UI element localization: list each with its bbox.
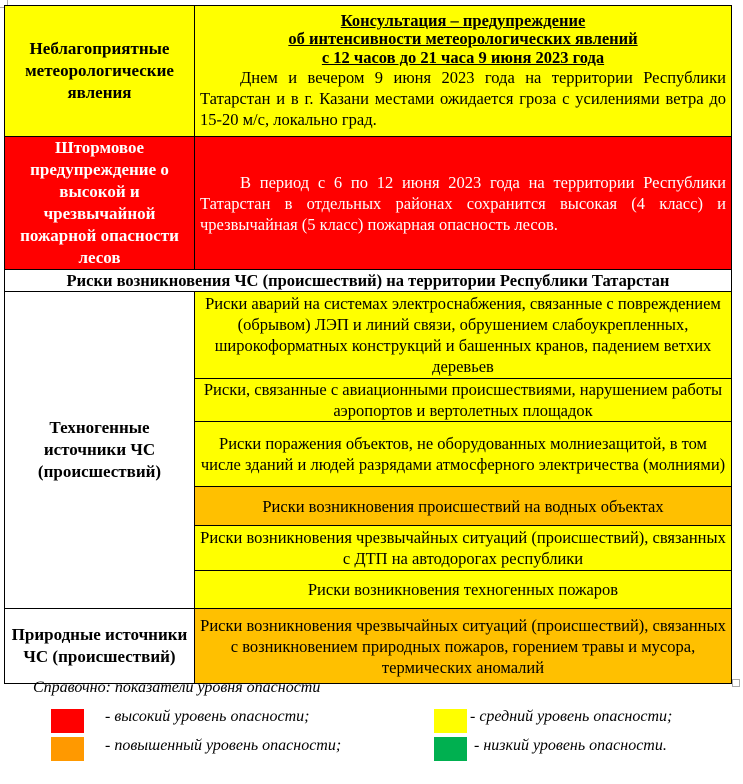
legend-text-medium: - средний уровень опасности;	[470, 708, 673, 725]
legend-swatch-low	[434, 737, 467, 761]
meteo-content	[195, 6, 732, 137]
legend-swatch-high	[51, 709, 84, 733]
legend-swatch-medium	[434, 709, 467, 733]
risk-technogenic-fires: Риски возникновения техногенных пожаров	[195, 571, 732, 609]
consult-title-line: об интенсивности метеорологических явлений	[288, 29, 638, 49]
section-header-row	[5, 270, 732, 292]
risk-power-grid: Риски аварий на системах электроснабжения, связанные с повреждением (обрывом) ЛЭП и линий связи, обрушением слабоукрепленных, широкоформатных конструкций и башенных кранов, падением ветхих деревьев	[195, 292, 732, 379]
storm-label: Штормовое предупреждение о высокой и чрезвычайной пожарной опасности лесов	[5, 137, 195, 270]
risk-aviation: Риски, связанные с авиационными происшествиями, нарушением работы аэропортов и вертолетных площадок	[195, 379, 732, 422]
page-corner-mark	[732, 679, 740, 687]
storm-content	[195, 137, 732, 270]
consult-title-line: с 12 часов до 21 часа 9 июня 2023 года	[321, 47, 605, 67]
section-header: Риски возникновения ЧС (происшествий) на территории Республики Татарстан	[5, 270, 732, 292]
legend-text-low: - низкий уровень опасности.	[474, 737, 667, 754]
natural-row	[5, 609, 732, 684]
legend-text-high: - высокий уровень опасности;	[105, 708, 310, 725]
legend-swatch-elevated	[51, 737, 84, 761]
legend-text-elevated: - повышенный уровень опасности;	[105, 737, 342, 754]
risk-table	[4, 5, 732, 684]
consult-title-line: Консультация – предупреждение	[340, 10, 586, 30]
storm-text: В период с 6 по 12 июня 2023 года на территории Республики Татарстан в отдельных районах сохранится высокая (4 класс) и чрезвычайная (5 класс) пожарная опасность лесов.	[200, 172, 726, 234]
risk-row	[5, 292, 732, 379]
meteo-row	[5, 6, 732, 137]
natural-label: Природные источники ЧС (происшествий)	[5, 609, 195, 684]
risk-water: Риски возникновения происшествий на водных объектах	[195, 487, 732, 526]
risk-natural-fires: Риски возникновения чрезвычайных ситуаций (происшествий), связанных с возникновением природных пожаров, горением травы и мусора, термических аномалий	[195, 609, 732, 684]
technogenic-label: Техногенные источники ЧС (происшествий)	[5, 292, 195, 609]
consult-title	[200, 12, 726, 68]
risk-road-accidents: Риски возникновения чрезвычайных ситуаций (происшествий), связанных с ДТП на автодорогах республики	[195, 526, 732, 571]
legend-title: Справочно: показатели уровня опасности	[33, 679, 321, 696]
storm-row	[5, 137, 732, 270]
consult-text: Днем и вечером 9 июня 2023 года на территории Республики Татарстан и в г. Казани местами ожидается гроза с усилениями ветра до 15-20 м/с, локально град.	[200, 68, 726, 130]
meteo-label: Неблагоприятные метеорологические явления	[5, 6, 195, 137]
risk-lightning: Риски поражения объектов, не оборудованных молниезащитой, в том числе зданий и людей разрядами атмосферного электричества (молниями)	[195, 422, 732, 487]
